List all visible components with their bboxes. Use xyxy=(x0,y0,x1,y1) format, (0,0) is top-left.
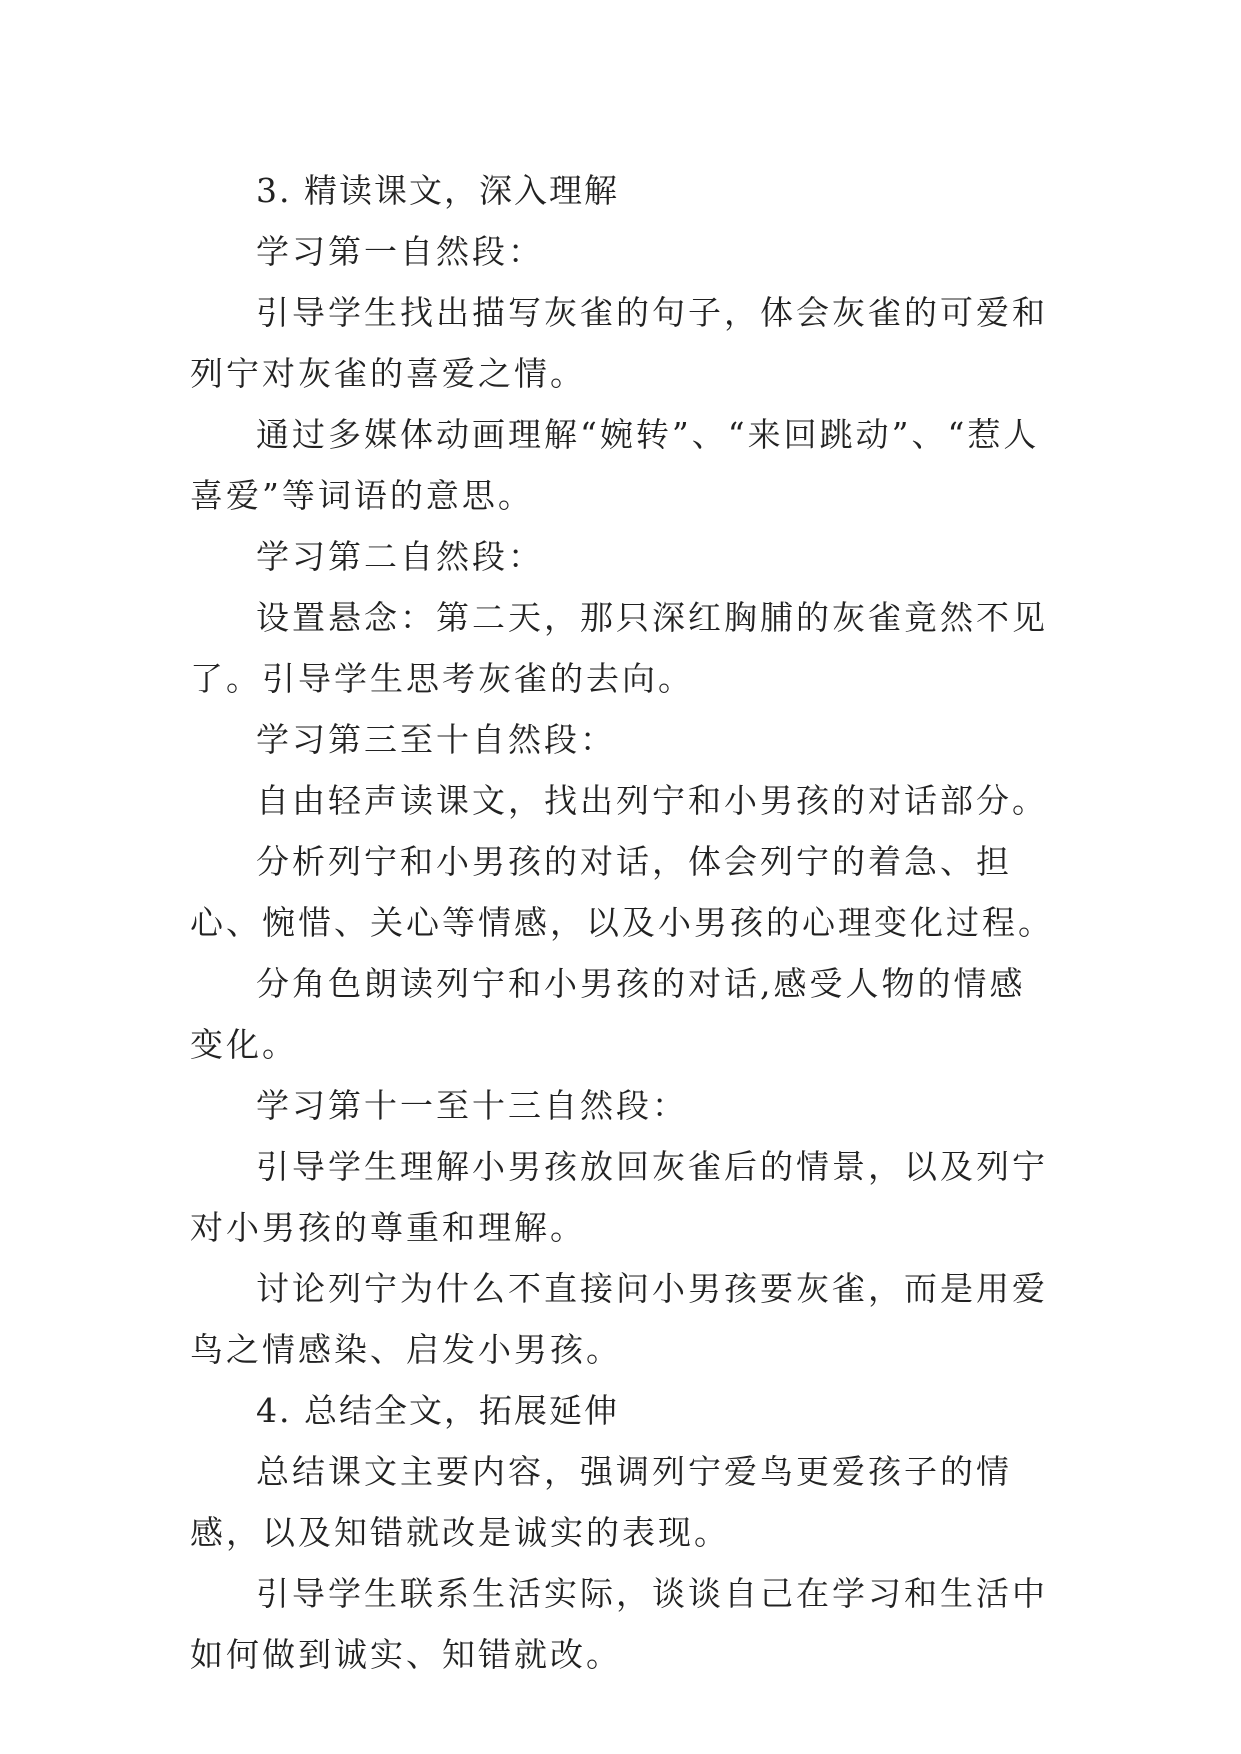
section-heading: 4. 总结全文，拓展延伸 xyxy=(256,1391,619,1430)
paragraph: 学习第三至十自然段： xyxy=(256,720,616,759)
document-body xyxy=(190,160,1060,1685)
paragraph: 引导学生联系生活实际，谈谈自己在学习和生活中如何做到诚实、知错就改。 xyxy=(190,1574,1048,1674)
paragraph: 引导学生理解小男孩放回灰雀后的情景，以及列宁对小男孩的尊重和理解。 xyxy=(190,1147,1048,1247)
paragraph: 总结课文主要内容，强调列宁爱鸟更爱孩子的情感，以及知错就改是诚实的表现。 xyxy=(190,1452,1012,1552)
paragraph: 学习第二自然段： xyxy=(256,537,544,576)
paragraph: 学习第一自然段： xyxy=(256,232,544,271)
paragraph: 自由轻声读课文，找出列宁和小男孩的对话部分。 xyxy=(256,781,1048,820)
paragraph: 学习第十一至十三自然段： xyxy=(256,1086,688,1125)
paragraph: 分析列宁和小男孩的对话，体会列宁的着急、担心、惋惜、关心等情感，以及小男孩的心理变化过程。 xyxy=(190,842,1054,942)
paragraph: 讨论列宁为什么不直接问小男孩要灰雀，而是用爱鸟之情感染、启发小男孩。 xyxy=(190,1269,1048,1369)
paragraph: 通过多媒体动画理解“婉转”、“来回跳动”、“惹人喜爱”等词语的意思。 xyxy=(190,415,1040,515)
paragraph: 设置悬念：第二天，那只深红胸脯的灰雀竟然不见了。引导学生思考灰雀的去向。 xyxy=(190,598,1048,698)
section-heading: 3. 精读课文，深入理解 xyxy=(256,171,619,210)
paragraph: 引导学生找出描写灰雀的句子，体会灰雀的可爱和列宁对灰雀的喜爱之情。 xyxy=(190,293,1048,393)
paragraph: 分角色朗读列宁和小男孩的对话,感受人物的情感变化。 xyxy=(190,964,1026,1064)
